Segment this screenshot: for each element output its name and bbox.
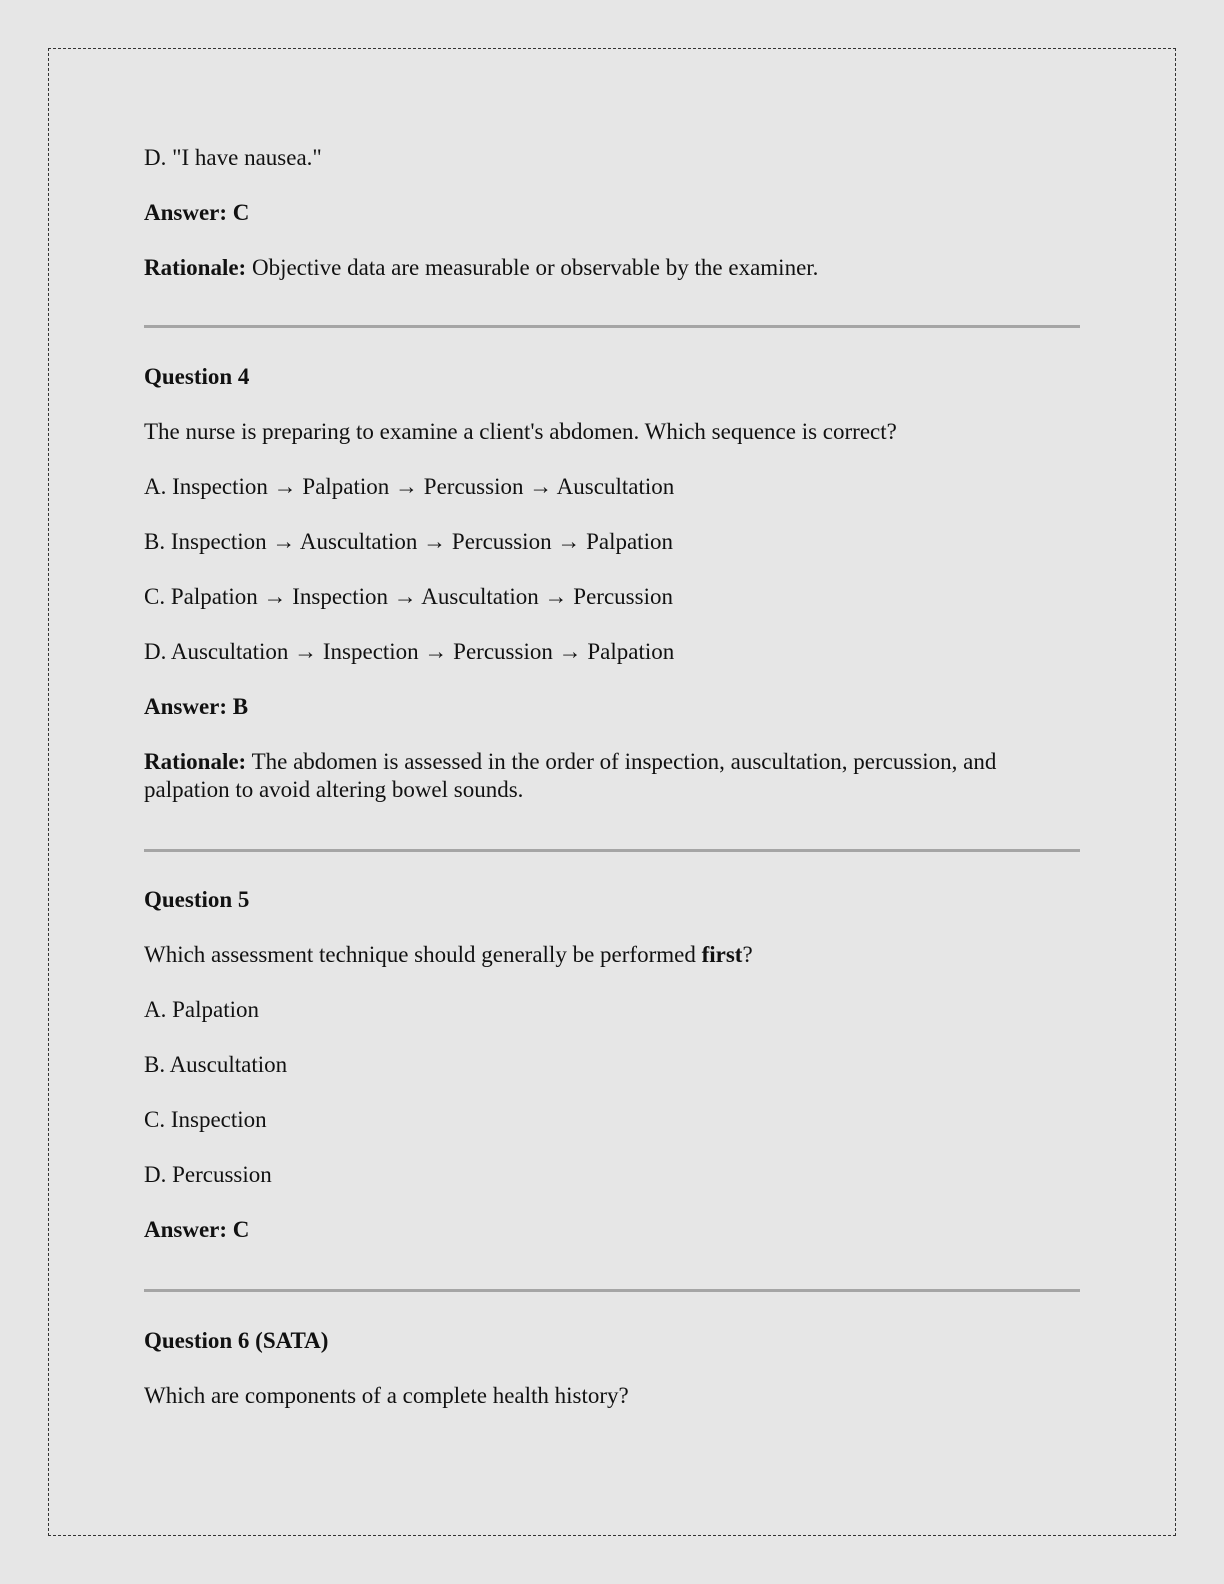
q5-option-c: C. Inspection bbox=[144, 1107, 267, 1132]
section-divider bbox=[144, 325, 1080, 328]
q3-rationale bbox=[144, 254, 1080, 282]
q4-rationale-text: The abdomen is assessed in the order of inspection, auscultation, percussion, and palpation to avoid altering bowel sounds. bbox=[144, 749, 997, 802]
q3-answer-label: Answer: bbox=[144, 200, 228, 225]
q4-rationale-label: Rationale: bbox=[144, 749, 247, 774]
q4-answer bbox=[144, 693, 1080, 721]
q5-answer-label: Answer: bbox=[144, 1217, 228, 1242]
q3-answer-value: C bbox=[232, 200, 250, 225]
q4-option-b: B. Inspection → Auscultation → Percussion → Palpation bbox=[144, 529, 673, 554]
q4-option-c: C. Palpation → Inspection → Auscultation → Percussion bbox=[144, 584, 673, 609]
q4-rationale bbox=[144, 748, 1080, 804]
question-6 bbox=[144, 1327, 1080, 1437]
q5-prompt-end: ? bbox=[742, 942, 753, 967]
q5-option-a: A. Palpation bbox=[144, 997, 259, 1022]
section-divider bbox=[144, 1289, 1080, 1292]
q4-prompt: The nurse is preparing to examine a client's abdomen. Which sequence is correct? bbox=[144, 419, 897, 444]
q6-prompt: Which are components of a complete health history? bbox=[144, 1383, 629, 1408]
q5-answer-value: C bbox=[232, 1217, 250, 1242]
q5-title: Question 5 bbox=[144, 887, 250, 912]
q3-answer bbox=[144, 199, 1080, 227]
q4-title: Question 4 bbox=[144, 364, 250, 389]
question-4 bbox=[144, 363, 1080, 831]
section-divider bbox=[144, 849, 1080, 852]
q4-answer-label: Answer: bbox=[144, 694, 228, 719]
q4-answer-value: B bbox=[232, 694, 249, 719]
q4-option-a: A. Inspection → Palpation → Percussion → Auscultation bbox=[144, 474, 675, 499]
q4-option-d: D. Auscultation → Inspection → Percussion → Palpation bbox=[144, 639, 675, 664]
q3-rationale-label: Rationale: bbox=[144, 255, 247, 280]
q5-answer bbox=[144, 1216, 1080, 1244]
q5-prompt bbox=[144, 941, 1080, 969]
q5-prompt-emphasis: first bbox=[701, 942, 743, 967]
q5-option-d: D. Percussion bbox=[144, 1162, 272, 1187]
q5-option-b: B. Auscultation bbox=[144, 1052, 288, 1077]
q3-rationale-text: Objective data are measurable or observable by the examiner. bbox=[251, 255, 819, 280]
q5-prompt-text: Which assessment technique should generally be performed bbox=[144, 942, 702, 967]
q3-option-d: D. "I have nausea." bbox=[144, 145, 322, 170]
question-5 bbox=[144, 886, 1080, 1271]
question-3-tail bbox=[144, 144, 1080, 309]
q6-title: Question 6 (SATA) bbox=[144, 1328, 329, 1353]
